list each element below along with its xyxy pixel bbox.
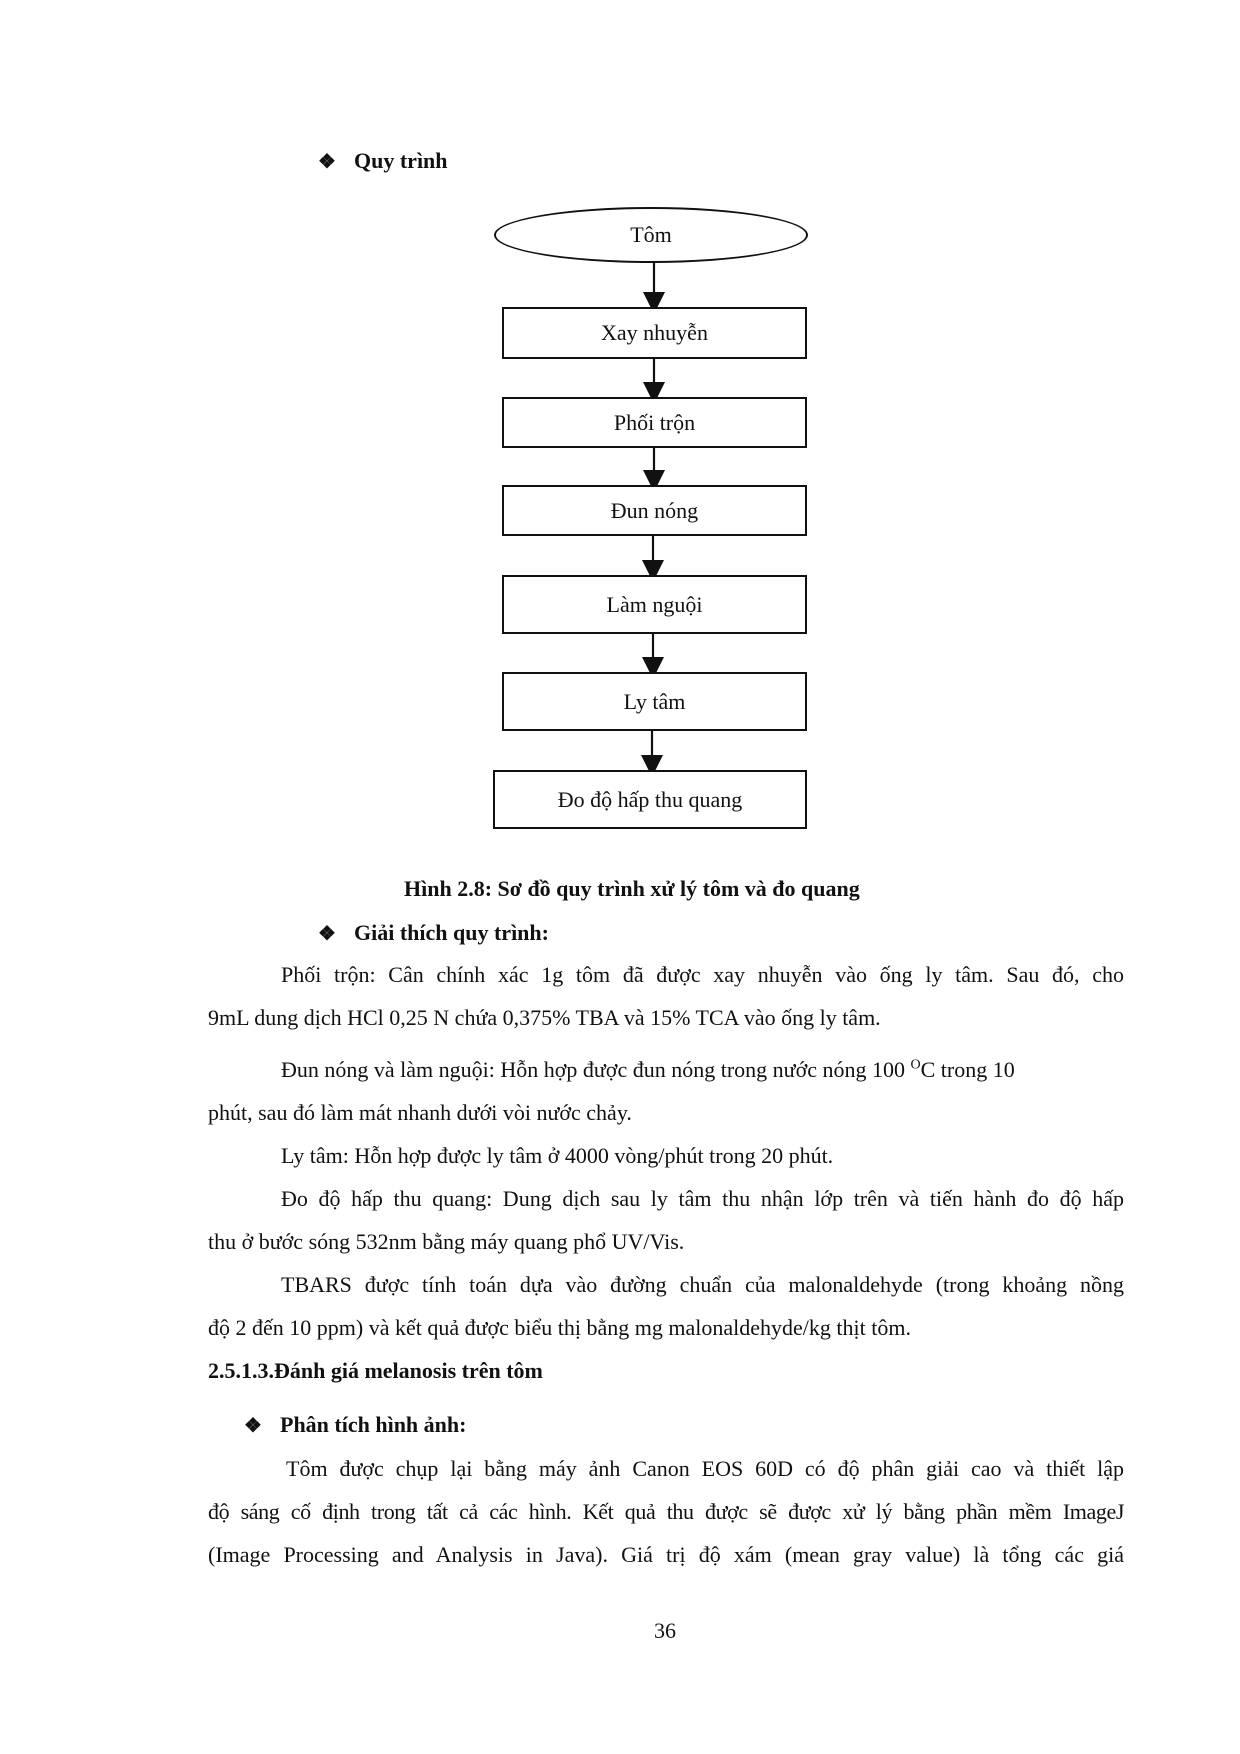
- flow-step-6: Đo độ hấp thu quang: [493, 770, 807, 829]
- paragraph-image-line3: (Image Processing and Analysis in Java). Giá trị độ xám (mean gray value) là tổng các giá: [208, 1542, 1124, 1567]
- paragraph-centrifuge: Ly tâm: Hỗn hợp được ly tâm ở 4000 vòng/phút trong 20 phút.: [281, 1143, 834, 1168]
- heading-explain: ❖ Giải thích quy trình:: [318, 920, 549, 945]
- diamond-bullet-icon: ❖: [318, 151, 336, 173]
- paragraph-tbars-line1: TBARS được tính toán dựa vào đường chuẩn của malonaldehyde (trong khoảng nồng: [281, 1272, 1124, 1297]
- paragraph-mixing-line1: Phối trộn: Cân chính xác 1g tôm đã được xay nhuyễn vào ống ly tâm. Sau đó, cho: [281, 962, 1124, 987]
- flow-start-node: Tôm: [494, 207, 808, 263]
- flow-step-4: Làm nguội: [502, 575, 807, 634]
- heading-process: ❖ Quy trình: [318, 148, 448, 173]
- page-number: 36: [654, 1618, 676, 1643]
- flow-step-2: Phối trộn: [502, 397, 807, 448]
- paragraph-image-line1: Tôm được chụp lại bằng máy ảnh Canon EOS 60D có độ phân giải cao và thiết lập: [286, 1456, 1124, 1481]
- diamond-bullet-icon: ❖: [244, 1415, 262, 1437]
- paragraph-heating-line1: Đun nóng và làm nguội: Hỗn hợp được đun nóng trong nước nóng 100 $^O$C trong 10: [281, 1057, 1015, 1082]
- paragraph-heating-line2: phút, sau đó làm mát nhanh dưới vòi nước chảy.: [208, 1100, 632, 1125]
- paragraph-absorbance-line2: thu ở bước sóng 532nm bằng máy quang phổ UV/Vis.: [208, 1229, 685, 1254]
- flow-step-3: Đun nóng: [502, 485, 807, 536]
- paragraph-mixing-line2: 9mL dung dịch HCl 0,25 N chứa 0,375% TBA và 15% TCA vào ống ly tâm.: [208, 1005, 881, 1030]
- flow-step-5: Ly tâm: [502, 672, 807, 731]
- section-title: 2.5.1.3.Đánh giá melanosis trên tôm: [208, 1358, 543, 1383]
- figure-caption: Hình 2.8: Sơ đồ quy trình xử lý tôm và đo quang: [404, 876, 860, 901]
- heading-image-analysis: ❖ Phân tích hình ảnh:: [244, 1412, 467, 1437]
- paragraph-absorbance-line1: Đo độ hấp thu quang: Dung dịch sau ly tâm thu nhận lớp trên và tiến hành đo độ hấp: [281, 1186, 1124, 1211]
- paragraph-tbars-line2: độ 2 đến 10 ppm) và kết quả được biểu thị bằng mg malonaldehyde/kg thịt tôm.: [208, 1315, 911, 1340]
- diamond-bullet-icon: ❖: [318, 923, 336, 945]
- flow-step-1: Xay nhuyễn: [502, 307, 807, 359]
- paragraph-image-line2: độ sáng cố định trong tất cả các hình. Kết quả thu được sẽ được xử lý bằng phần mềm ImageJ: [208, 1499, 1124, 1524]
